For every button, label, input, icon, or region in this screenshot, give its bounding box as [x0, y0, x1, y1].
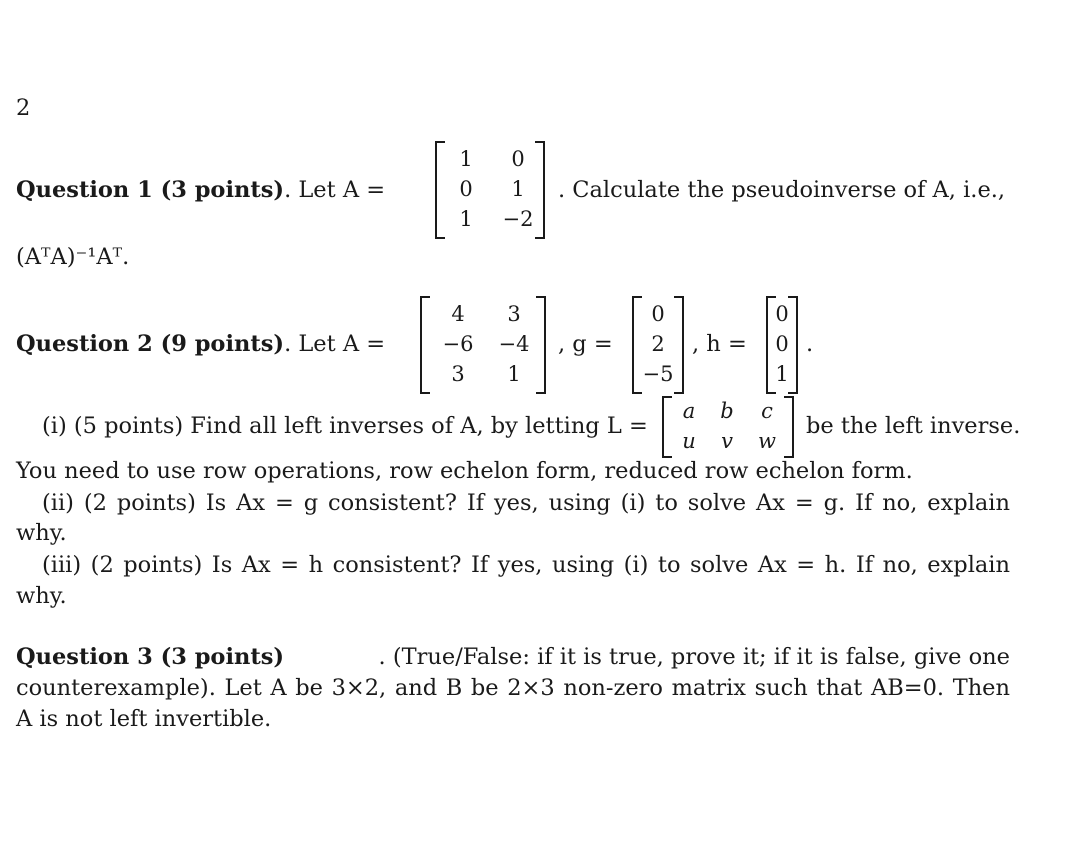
matrix-cell: 3 — [507, 302, 521, 326]
q2-part-iii-line1: (iii) (2 points) Is Ax = h consistent? If yes, using (i) to solve Ax = h. If no, explain — [42, 552, 1010, 578]
q2-part-i-suffix: be the left inverse. — [806, 413, 1021, 439]
q1-let-a: . Let A = — [284, 177, 386, 203]
right-bracket — [536, 296, 546, 394]
q3-line1-rest: . (True/False: if it is true, prove it; if it is false, give one — [378, 644, 1010, 670]
matrix-cell: u — [682, 429, 696, 453]
vector-cell: 2 — [651, 332, 665, 356]
matrix-cell: 0 — [459, 177, 473, 201]
left-bracket — [662, 396, 672, 458]
matrix-cell: 1 — [459, 147, 473, 171]
matrix-cell: b — [720, 399, 734, 423]
vector-cell: 0 — [651, 302, 665, 326]
matrix-cell: w — [758, 429, 776, 453]
question-2-intro — [16, 330, 385, 358]
matrix-cell: 1 — [511, 177, 525, 201]
q2-matrix-a — [420, 296, 546, 394]
matrix-cell: 3 — [451, 362, 465, 386]
q3-line3: A is not left invertible. — [16, 706, 272, 732]
q1-formula: (AᵀA)⁻¹Aᵀ. — [16, 244, 130, 270]
matrix-cell: 1 — [459, 207, 473, 231]
matrix-cell: −2 — [502, 207, 534, 231]
matrix-cell: 0 — [511, 147, 525, 171]
q2-h-label: , h = — [692, 331, 747, 357]
question-2-heading: Question 2 (9 points) — [16, 331, 285, 357]
q2-part-ii-line1: (ii) (2 points) Is Ax = g consistent? If yes, using (i) to solve Ax = g. If no, explain — [42, 490, 1010, 516]
q2-part-i-prefix: (i) (5 points) Find all left inverses of A, by letting L = — [42, 413, 648, 439]
vector-cell: 0 — [775, 302, 789, 326]
q2-let-a: . Let A = — [284, 331, 386, 357]
vector-cell: −5 — [642, 362, 674, 386]
q2-matrix-l — [662, 396, 794, 458]
q2-part-ii-line2: why. — [16, 520, 67, 546]
right-bracket — [784, 396, 794, 458]
matrix-cell: v — [721, 429, 733, 453]
matrix-cell: −4 — [498, 332, 530, 356]
left-bracket — [435, 141, 445, 239]
q2-part-i-instruction: You need to use row operations, row echelon form, reduced row echelon form. — [16, 458, 913, 484]
q2-vector-g — [632, 296, 684, 394]
left-bracket — [420, 296, 430, 394]
q2-g-label: , g = — [558, 331, 613, 357]
q2-vector-h — [766, 296, 798, 394]
vector-cell: 1 — [775, 362, 789, 386]
question-3-heading: Question 3 (3 points) — [16, 644, 285, 670]
matrix-cell: a — [682, 399, 696, 423]
q1-instruction: . Calculate the pseudoinverse of A, i.e., — [558, 177, 1006, 203]
question-1-heading: Question 1 (3 points) — [16, 177, 285, 203]
page-number: 2 — [16, 95, 31, 121]
matrix-cell: −6 — [442, 332, 474, 356]
matrix-cell: 1 — [507, 362, 521, 386]
question-3-line1 — [16, 643, 1010, 671]
q2-part-iii-line2: why. — [16, 583, 67, 609]
q3-line2: counterexample). Let A be 3×2, and B be 2×3 non-zero matrix such that AB=0. Then — [16, 675, 1010, 701]
matrix-cell: c — [761, 399, 773, 423]
q1-matrix-a — [435, 141, 545, 239]
question-1-intro — [16, 176, 385, 204]
right-bracket — [535, 141, 545, 239]
q2-period: . — [806, 331, 814, 357]
vector-cell: 0 — [775, 332, 789, 356]
matrix-cell: 4 — [451, 302, 465, 326]
